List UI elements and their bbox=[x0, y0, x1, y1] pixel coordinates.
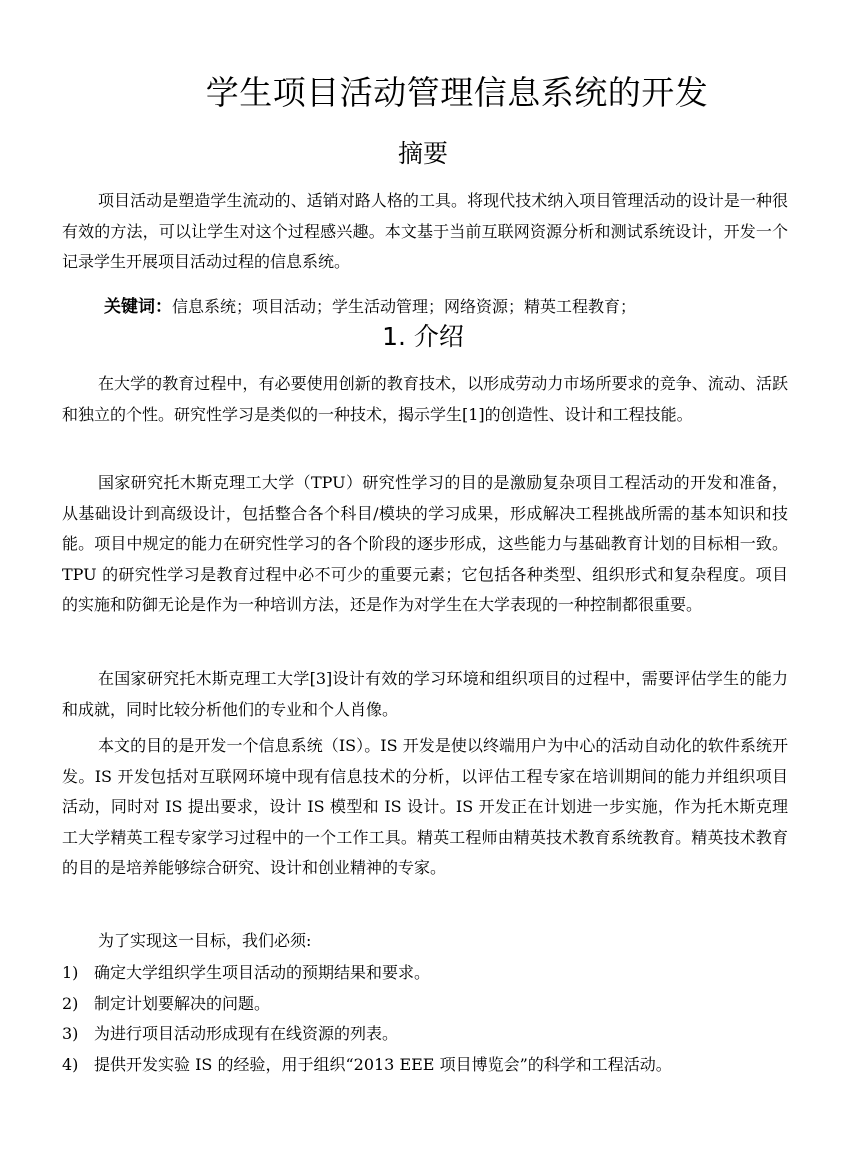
abstract-heading: 摘要 bbox=[397, 139, 448, 168]
list-item-number: 1) bbox=[62, 963, 79, 982]
list-item bbox=[62, 1019, 802, 1050]
body-paragraph: 国家研究托木斯克理工大学（TPU）研究性学习的目的是激励复杂项目工程活动的开发和准备，从基础设计到高级设计，包括整合各个科目/模块的学习成果，形成解决工程挑战所需的基本知识和技能。项目中规定的能力在研究性学习的各个阶段的逐步形成，这些能力与基础教育计划的目标相一致。TPU 的研究性学习是教育过程中必不可少的重要元素；它包括各种类型、组织形式和复杂程度。项目的实施和防御无论是作为一种培训方法，还是作为对学生在大学表现的一种控制都很重要。 bbox=[62, 473, 788, 614]
document-title: 学生项目活动管理信息系统的开发 bbox=[205, 73, 709, 112]
list-item-text: 为进行项目活动形成现有在线资源的列表。 bbox=[94, 1024, 399, 1043]
list-item bbox=[62, 989, 802, 1020]
abstract-paragraph: 项目活动是塑造学生流动的、适销对路人格的工具。将现代技术纳入项目管理活动的设计是一种很有效的方法，可以让学生对这个过程感兴趣。本文基于当前互联网资源分析和测试系统设计，开发一个记录学生开展项目活动过程的信息系统。 bbox=[62, 191, 788, 271]
list-item-text: 提供开发实验 IS 的经验，用于组织“2013 EEE 项目博览会”的科学和工程活动。 bbox=[94, 1054, 672, 1074]
list-item-text: 确定大学组织学生项目活动的预期结果和要求。 bbox=[94, 963, 431, 982]
section-heading-introduction: 1. 介绍 bbox=[382, 322, 464, 351]
keywords-label: 关键词： bbox=[104, 297, 172, 317]
body-paragraph: 本文的目的是开发一个信息系统（IS）。IS 开发是使以终端用户为中心的活动自动化的软件系统开发。IS 开发包括对互联网环境中现有信息技术的分析，以评估工程专家在培训期间的能力并组织项目活动，同时对 IS 提出要求，设计 IS 模型和 IS 设计。IS 开发正在计划进一步实施，作为托木斯克理工大学精英工程专家学习过程中的一个工作工具。精英工程师由精英技术教育系统教育。精英技术教育的目的是培养能够综合研究、设计和创业精神的专家。 bbox=[62, 736, 788, 877]
body-paragraph: 在大学的教育过程中，有必要使用创新的教育技术，以形成劳动力市场所要求的竞争、流动、活跃和独立的个性。研究性学习是类似的一种技术，揭示学生[1]的创造性、设计和工程技能。 bbox=[62, 374, 788, 424]
body-paragraph: 在国家研究托木斯克理工大学[3]设计有效的学习环境和组织项目的过程中，需要评估学生的能力和成就，同时比较分析他们的专业和个人肖像。 bbox=[62, 669, 788, 719]
list-item bbox=[62, 958, 802, 989]
list-item bbox=[62, 1050, 802, 1081]
list-item-number: 2) bbox=[62, 993, 79, 1013]
list-item-number: 3) bbox=[62, 1024, 79, 1043]
list-item-number: 4) bbox=[62, 1054, 79, 1074]
keywords-text: 信息系统；项目活动；学生活动管理；网络资源；精英工程教育； bbox=[172, 297, 637, 316]
list-item-text: 制定计划要解决的问题。 bbox=[94, 993, 271, 1013]
goals-list bbox=[62, 958, 802, 1080]
body-paragraph: 为了实现这一目标，我们必须: bbox=[98, 931, 312, 950]
